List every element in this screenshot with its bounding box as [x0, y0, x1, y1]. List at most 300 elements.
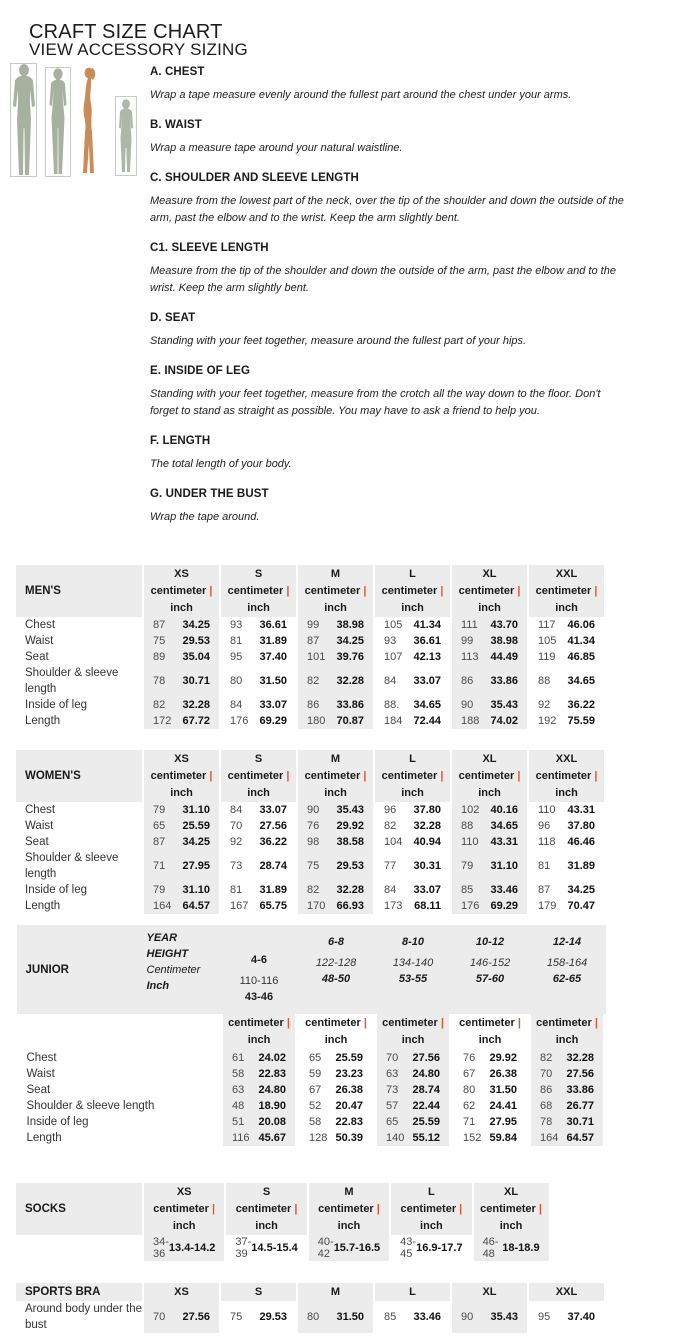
inch-label: inch — [401, 786, 424, 799]
size-column-header — [374, 565, 451, 617]
inch-value: 27.95 — [489, 1116, 517, 1128]
size-value-cell — [528, 898, 605, 914]
size-value-cell — [143, 1235, 225, 1261]
unit-separator: | — [594, 584, 598, 597]
inch-value: 72.44 — [413, 715, 441, 727]
inch-value: 75.59 — [567, 715, 595, 727]
cm-value: 71 — [153, 860, 166, 872]
guide-section-waist — [150, 119, 630, 157]
size-value-cell — [528, 665, 605, 697]
centimeter-label: centimeter | — [381, 769, 444, 782]
inch-value: 31.89 — [259, 884, 287, 896]
guide-section-chest — [150, 66, 630, 104]
unit-separator: | — [212, 1202, 216, 1215]
size-value-cell — [143, 818, 220, 834]
size-value-cell — [143, 697, 220, 713]
inch-label: inch — [170, 601, 193, 614]
size-label: XXL — [555, 567, 578, 580]
centimeter-label: centimeter | — [150, 584, 213, 597]
inch-value: 24.41 — [489, 1100, 517, 1112]
guide-section-sleeve — [150, 242, 630, 297]
size-column-header — [220, 565, 297, 617]
unit-header-cell — [375, 1014, 452, 1050]
size-column-header — [143, 1183, 225, 1235]
guide-section-seat — [150, 312, 630, 350]
inch-value: 45.67 — [258, 1132, 286, 1144]
size-column-header — [451, 1283, 528, 1301]
section-heading: F. LENGTH — [150, 435, 211, 447]
inch-value: 24.80 — [258, 1084, 286, 1096]
size-value-cell — [473, 1235, 550, 1261]
size-value-cell — [390, 1235, 472, 1261]
unit-separator: | — [517, 769, 521, 782]
table-row — [15, 802, 605, 818]
table-header-row — [15, 1283, 605, 1301]
unit-separator: | — [286, 769, 290, 782]
cm-value: 88 — [461, 820, 474, 832]
size-value-cell — [297, 1301, 374, 1333]
size-value-cell — [297, 713, 374, 729]
height-cm-range: 158-164 — [546, 957, 588, 969]
inch-value: 40.94 — [413, 836, 441, 848]
inch-label: inch — [478, 786, 501, 799]
size-column-header — [297, 750, 374, 802]
inch-label: inch — [337, 1219, 361, 1232]
size-value-cell — [374, 834, 451, 850]
row-label: Chest — [15, 802, 143, 818]
centimeter-label: centimeter | — [304, 769, 367, 782]
womens-size-table — [14, 750, 606, 914]
size-column-header — [528, 1283, 605, 1301]
cm-value: 70 — [540, 1068, 553, 1080]
row-label: Inside of leg — [15, 697, 143, 713]
size-value-cell — [374, 633, 451, 649]
size-label: M — [330, 567, 341, 580]
cm-value: 93 — [230, 619, 243, 631]
inch-value: 16.9-17.7 — [416, 1242, 463, 1254]
cm-value: 75 — [153, 635, 166, 647]
centimeter-label: centimeter | — [150, 769, 213, 782]
size-value-cell — [452, 1114, 529, 1130]
cm-value: 113 — [461, 651, 479, 663]
cm-value: 63 — [232, 1084, 245, 1096]
size-value-cell — [529, 1098, 606, 1114]
size-value-cell — [220, 665, 297, 697]
table-row — [15, 1235, 550, 1261]
inch-value: 69.29 — [490, 900, 518, 912]
cm-value: 88. — [384, 699, 400, 711]
size-column-header — [297, 1283, 374, 1301]
size-value-cell — [452, 1082, 529, 1098]
inch-value: 33.46 — [490, 884, 518, 896]
size-value-cell — [297, 818, 374, 834]
row-label: Inside of leg — [17, 1114, 221, 1130]
size-value-cell — [143, 713, 220, 729]
size-value-cell — [529, 1050, 606, 1066]
inch-value: 31.89 — [567, 860, 595, 872]
cm-value: 76 — [463, 1052, 476, 1064]
size-value-cell — [298, 1098, 375, 1114]
section-heading: G. UNDER THE BUST — [150, 488, 269, 500]
size-value-cell — [297, 633, 374, 649]
size-label: S — [262, 1185, 271, 1198]
size-label: XS — [176, 1185, 192, 1198]
size-value-cell — [529, 1130, 606, 1146]
size-value-cell — [374, 665, 451, 697]
inch-label: inch — [499, 1219, 523, 1232]
cm-value: 80 — [463, 1084, 476, 1096]
size-column-header — [451, 750, 528, 802]
cm-value: 88 — [538, 675, 551, 687]
cm-value: 180 — [307, 715, 326, 727]
size-value-cell — [528, 850, 605, 882]
size-label: M — [330, 1285, 341, 1298]
size-value-cell — [297, 850, 374, 882]
cm-value: 152 — [463, 1132, 482, 1144]
table-header-row — [17, 925, 606, 1014]
centimeter-label: centimeter | — [535, 769, 598, 782]
size-value-cell — [374, 850, 451, 882]
size-value-cell — [451, 665, 528, 697]
size-column-header — [452, 925, 529, 1014]
size-value-cell — [143, 633, 220, 649]
cm-value: 176 — [461, 900, 480, 912]
size-value-cell — [451, 802, 528, 818]
size-value-cell — [220, 834, 297, 850]
unit-separator: | — [209, 584, 213, 597]
inch-value: 26.38 — [489, 1068, 517, 1080]
inch-value: 34.25 — [336, 635, 364, 647]
inch-value: 36.22 — [259, 836, 287, 848]
inch-value: 30.71 — [182, 675, 210, 687]
size-value-cell — [528, 649, 605, 665]
cm-value: 90 — [307, 804, 320, 816]
cm-value: 102 — [461, 804, 480, 816]
inch-value: 67.72 — [182, 715, 210, 727]
inch-value: 32.28 — [336, 675, 364, 687]
size-value-cell — [452, 1098, 529, 1114]
size-value-cell — [451, 1301, 528, 1333]
cm-value: 107 — [384, 651, 403, 663]
size-value-cell — [529, 1066, 606, 1082]
inch-value: 32.28 — [182, 699, 210, 711]
inch-value: 50.39 — [335, 1132, 363, 1144]
cm-value: 75 — [230, 1311, 243, 1323]
size-value-cell — [374, 818, 451, 834]
inch-label: inch — [478, 1034, 502, 1046]
size-column-header — [529, 925, 606, 1014]
size-value-cell — [451, 882, 528, 898]
size-value-cell — [375, 1050, 452, 1066]
cm-value: 76 — [307, 820, 320, 832]
cm-value: 82 — [307, 884, 320, 896]
size-value-cell — [528, 633, 605, 649]
size-column-header — [221, 925, 298, 1014]
size-value-cell — [375, 1066, 452, 1082]
junior-size-table — [14, 925, 608, 1146]
measurement-guide — [150, 66, 630, 541]
cm-value: 73 — [230, 860, 243, 872]
section-text: Standing with your feet together, measure around the fullest part of your hips. — [150, 335, 527, 347]
size-label: XL — [482, 1285, 497, 1298]
height-inch-range: 43-46 — [244, 991, 274, 1003]
cm-value: 188 — [461, 715, 480, 727]
table-row — [15, 697, 605, 713]
unit-separator: | — [517, 584, 521, 597]
size-label: XS — [174, 1285, 189, 1298]
table-row — [17, 1066, 606, 1082]
cm-value: 37-39 — [235, 1236, 252, 1260]
cm-value: 96 — [384, 804, 397, 816]
size-value-cell — [374, 802, 451, 818]
cm-value: 68 — [540, 1100, 553, 1112]
cm-value: 59 — [309, 1068, 322, 1080]
inch-value: 27.56 — [412, 1052, 440, 1064]
size-value-cell — [529, 1114, 606, 1130]
size-column-header — [297, 565, 374, 617]
inch-value: 32.28 — [336, 884, 364, 896]
size-value-cell — [298, 1114, 375, 1130]
size-column-header — [143, 565, 220, 617]
size-value-cell — [143, 802, 220, 818]
table-title: JUNIOR — [17, 925, 145, 1014]
page-title: CRAFT SIZE CHART — [29, 21, 223, 44]
cm-value: 86 — [307, 699, 320, 711]
cm-value: 63 — [386, 1068, 399, 1080]
size-value-cell — [528, 617, 605, 633]
cm-value: 90 — [461, 1311, 474, 1323]
inch-value: 27.56 — [182, 1311, 210, 1323]
inch-label: inch — [555, 786, 578, 799]
cm-value: 93 — [384, 635, 397, 647]
inch-value: 43.70 — [490, 619, 518, 631]
size-value-cell — [220, 633, 297, 649]
guide-section-shoulder-sleeve — [150, 172, 630, 227]
size-column-header — [308, 1183, 390, 1235]
junior-header-labels — [145, 925, 221, 1014]
section-heading: E. INSIDE OF LEG — [150, 365, 251, 377]
size-value-cell — [221, 1082, 298, 1098]
unit-separator: | — [363, 769, 367, 782]
inch-label: inch — [255, 1219, 278, 1232]
size-value-cell — [297, 834, 374, 850]
cm-value: 128 — [309, 1132, 328, 1144]
cm-value: 78 — [153, 675, 166, 687]
cm-value: 58 — [232, 1068, 245, 1080]
size-value-cell — [374, 898, 451, 914]
unit-separator: | — [594, 769, 598, 782]
size-label: S — [254, 567, 263, 580]
unit-separator: | — [376, 1202, 380, 1215]
cm-value: 70 — [230, 820, 243, 832]
inch-value: 30.71 — [566, 1116, 594, 1128]
size-value-cell — [220, 818, 297, 834]
unit-separator: | — [209, 769, 213, 782]
unit-separator: | — [440, 1017, 444, 1029]
size-value-cell — [375, 1082, 452, 1098]
size-value-cell — [374, 617, 451, 633]
centimeter-label: centimeter | — [304, 584, 367, 597]
cm-value: 119 — [538, 651, 556, 663]
inch-value: 28.74 — [412, 1084, 440, 1096]
inch-value: 64.57 — [566, 1132, 594, 1144]
cm-value: 67 — [463, 1068, 476, 1080]
inch-value: 18.90 — [258, 1100, 286, 1112]
size-value-cell — [143, 617, 220, 633]
unit-separator: | — [294, 1202, 298, 1215]
cm-value: 95 — [538, 1311, 551, 1323]
size-value-cell — [528, 697, 605, 713]
cm-value: 92 — [230, 836, 243, 848]
inch-value: 23.23 — [335, 1068, 363, 1080]
size-value-cell — [528, 882, 605, 898]
inch-value: 26.38 — [335, 1084, 363, 1096]
cm-value: 176 — [230, 715, 249, 727]
size-value-cell — [374, 697, 451, 713]
inch-value: 24.02 — [258, 1052, 286, 1064]
inch-value: 38.98 — [336, 619, 364, 631]
inch-value: 29.53 — [336, 860, 364, 872]
cm-value: 111 — [461, 619, 478, 631]
cm-value: 52 — [309, 1100, 322, 1112]
centimeter-label: centimeter | — [382, 1017, 444, 1029]
cm-value: 61 — [232, 1052, 245, 1064]
socks-size-table — [14, 1183, 551, 1261]
size-value-cell — [529, 1082, 606, 1098]
size-column-header — [528, 565, 605, 617]
cm-value: 73 — [386, 1084, 399, 1096]
cm-value: 86 — [540, 1084, 553, 1096]
inch-value: 31.50 — [489, 1084, 517, 1096]
cm-value: 82 — [153, 699, 166, 711]
size-value-cell — [375, 1114, 452, 1130]
size-value-cell — [220, 1301, 297, 1333]
table-row — [17, 1130, 606, 1146]
inch-value: 34.25 — [567, 884, 595, 896]
inch-value: 74.02 — [490, 715, 518, 727]
unit-separator: | — [363, 1017, 367, 1029]
inch-label: inch — [420, 1219, 443, 1232]
cm-value: 164 — [153, 900, 172, 912]
size-label: S — [254, 1285, 263, 1298]
centimeter-label: centimeter | — [381, 584, 444, 597]
inch-value: 41.34 — [413, 619, 441, 631]
centimeter-label: centimeter | — [459, 1017, 521, 1029]
inch-value: 33.07 — [259, 804, 287, 816]
cm-value: 99 — [307, 619, 320, 631]
height-cm-range: 122-128 — [315, 957, 357, 969]
centimeter-label: centimeter | — [400, 1202, 463, 1215]
inch-value: 22.83 — [258, 1068, 286, 1080]
section-heading: A. CHEST — [150, 66, 205, 78]
header-row-label: Inch — [146, 980, 170, 992]
size-column-header — [390, 1183, 472, 1235]
cm-value: 85 — [384, 1311, 397, 1323]
cm-value: 82 — [540, 1052, 553, 1064]
row-label: Seat — [17, 1082, 221, 1098]
size-value-cell — [220, 882, 297, 898]
inch-value: 37.80 — [567, 820, 595, 832]
inch-value: 34.25 — [182, 836, 210, 848]
centimeter-label: centimeter | — [318, 1202, 380, 1215]
table-row — [15, 818, 605, 834]
inch-label: inch — [401, 1034, 425, 1046]
size-column-header — [143, 750, 220, 802]
cm-value: 110 — [538, 804, 556, 816]
centimeter-label: centimeter | — [227, 769, 290, 782]
inch-value: 14.5-15.4 — [251, 1242, 298, 1254]
inch-value: 43.31 — [567, 804, 595, 816]
inch-value: 65.75 — [259, 900, 287, 912]
unit-separator: | — [363, 584, 367, 597]
inch-value: 36.61 — [413, 635, 441, 647]
height-inch-range: 62-65 — [552, 973, 582, 985]
woman-figure — [50, 68, 67, 174]
inch-value: 31.10 — [490, 860, 518, 872]
inch-value: 15.7-16.5 — [333, 1242, 381, 1254]
inch-value: 32.28 — [566, 1052, 594, 1064]
inch-value: 33.07 — [413, 675, 441, 687]
row-label — [15, 1235, 143, 1261]
unit-separator: | — [286, 1017, 290, 1029]
cm-value: 84 — [230, 699, 243, 711]
cm-value: 70 — [386, 1052, 399, 1064]
size-value-cell — [225, 1235, 307, 1261]
inch-value: 29.92 — [336, 820, 364, 832]
inch-value: 33.86 — [336, 699, 364, 711]
inch-value: 31.89 — [259, 635, 287, 647]
cm-value: 48 — [232, 1100, 245, 1112]
size-value-cell — [220, 713, 297, 729]
inch-value: 20.47 — [335, 1100, 363, 1112]
section-text: Wrap a tape measure evenly around the fullest part around the chest under your arms. — [150, 89, 572, 101]
view-accessory-sizing-link[interactable]: VIEW ACCESSORY SIZING — [29, 40, 248, 59]
inch-value: 28.74 — [259, 860, 287, 872]
cm-value: 81 — [538, 860, 551, 872]
inch-value: 46.85 — [567, 651, 595, 663]
cm-value: 40-42 — [317, 1236, 334, 1260]
size-value-cell — [374, 1301, 451, 1333]
cm-value: 77 — [384, 860, 397, 872]
inch-value: 22.83 — [335, 1116, 363, 1128]
header-row-label: YEAR — [146, 932, 178, 944]
inch-label: inch — [324, 786, 347, 799]
cm-value: 85 — [461, 884, 474, 896]
size-value-cell — [451, 818, 528, 834]
height-inch-range: 53-55 — [398, 973, 428, 985]
unit-header-cell — [529, 1014, 606, 1050]
cm-value: 164 — [540, 1132, 559, 1144]
inch-label: inch — [555, 601, 578, 614]
inch-value: 35.43 — [490, 699, 518, 711]
cm-value: 79 — [461, 860, 474, 872]
body-measurement-diagram — [8, 60, 148, 186]
cm-value: 65 — [309, 1052, 322, 1064]
table-header-row — [15, 1183, 550, 1235]
size-value-cell — [143, 1301, 220, 1333]
cm-value: 87 — [538, 884, 551, 896]
size-value-cell — [451, 850, 528, 882]
centimeter-label: centimeter | — [227, 584, 290, 597]
table-row — [15, 850, 605, 882]
centimeter-label: centimeter | — [235, 1202, 298, 1215]
unit-separator: | — [538, 1202, 542, 1215]
size-value-cell — [297, 882, 374, 898]
cm-value: 57 — [386, 1100, 399, 1112]
centimeter-label: centimeter | — [305, 1017, 367, 1029]
inch-value: 68.11 — [414, 900, 441, 912]
size-value-cell — [143, 898, 220, 914]
